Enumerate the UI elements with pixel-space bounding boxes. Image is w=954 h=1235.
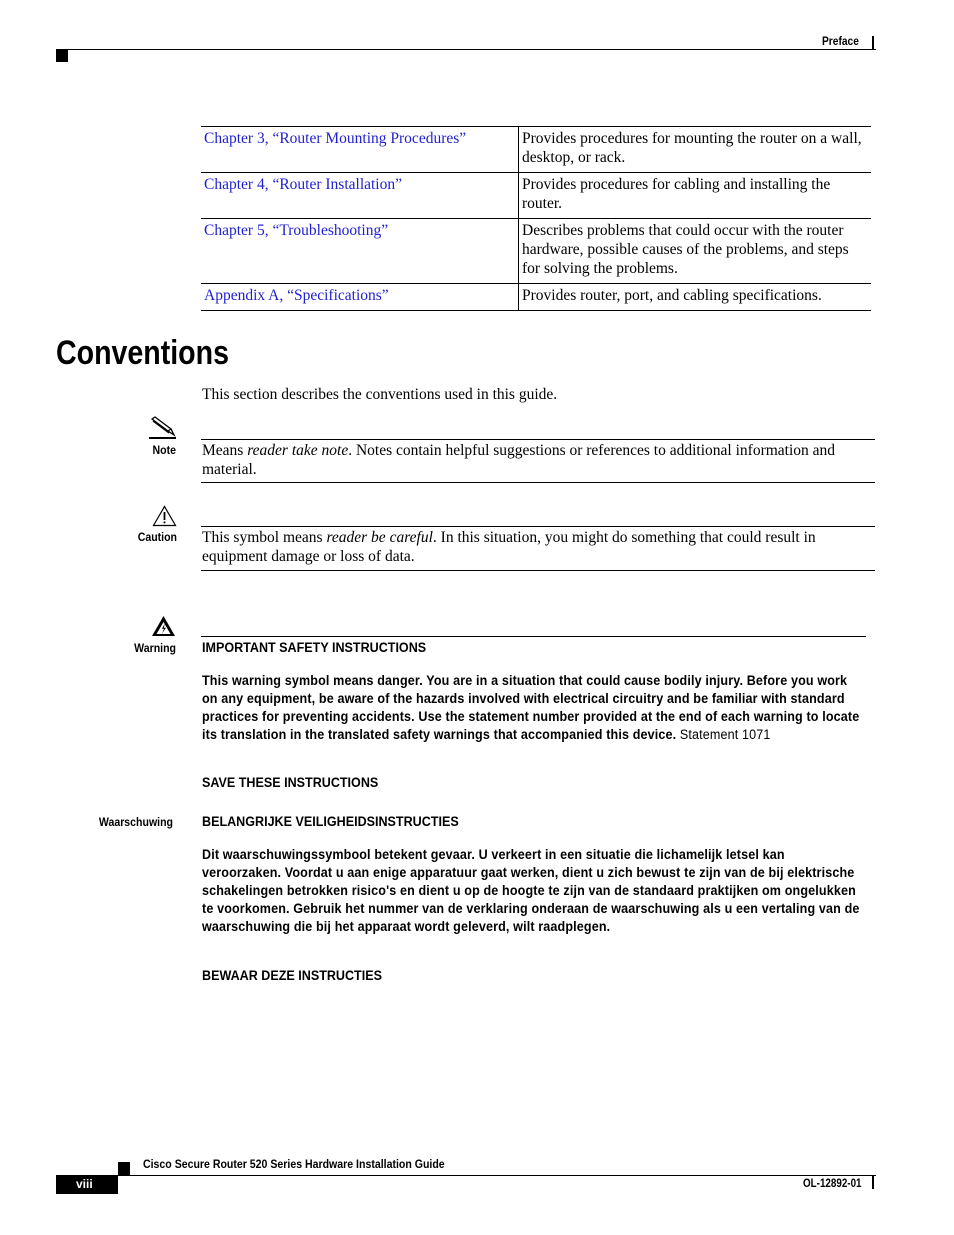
pencil-note-icon [149, 416, 177, 440]
note-bottom-rule [201, 482, 875, 483]
chapter-table [201, 126, 871, 311]
warning-body: This warning symbol means danger. You are in a situation that could cause bodily injury. Before you work on any equipment, be aware of the hazards involved with electrical circuitry and be familiar with standard practices for preventing accidents. Use the statement number provided at the end of each warning to locate its translation in the translated safety warnings that accompanied this device. Statement 1071 [202, 673, 860, 742]
chapter-link[interactable]: Chapter 5, “Troubleshooting” [204, 222, 389, 239]
chapter-description: Describes problems that could occur with the router hardware, possible causes of the problems, and steps for solving the problems. [519, 219, 872, 284]
footer-guide-title: Cisco Secure Router 520 Series Hardware Installation Guide [143, 1157, 445, 1171]
chapter-description: Provides router, port, and cabling specifications. [519, 284, 872, 311]
chapter-description: Provides procedures for mounting the router on a wall, desktop, or rack. [519, 127, 872, 173]
running-header-label: Preface [822, 34, 859, 48]
note-label: Note [152, 443, 176, 457]
table-row [201, 219, 871, 284]
caution-label: Caution [137, 530, 177, 544]
table-row [201, 284, 871, 311]
header-rule [56, 49, 876, 50]
warning-heading: IMPORTANT SAFETY INSTRUCTIONS [202, 640, 427, 655]
chapter-link[interactable]: Chapter 4, “Router Installation” [204, 176, 402, 193]
warning-top-rule [201, 636, 866, 637]
page-number-badge [56, 1175, 118, 1194]
chapter-description: Provides procedures for cabling and installing the router. [519, 173, 872, 219]
chapter-link[interactable]: Chapter 3, “Router Mounting Procedures” [204, 130, 467, 147]
note-text: Means reader take note. Notes contain helpful suggestions or references to additional information and material. [202, 442, 836, 478]
warning-label: Warning [134, 641, 176, 655]
warning-nl-heading: BELANGRIJKE VEILIGHEIDSINSTRUCTIES [202, 814, 459, 829]
warning-triangle-icon [151, 615, 176, 637]
table-row [201, 127, 871, 173]
caution-top-rule [201, 526, 875, 527]
section-intro: This section describes the conventions used in this guide. [202, 386, 558, 403]
section-title: Conventions [56, 334, 229, 372]
statement-number: Statement 1071 [679, 727, 771, 742]
footer-marker [118, 1162, 130, 1175]
appendix-link[interactable]: Appendix A, “Specifications” [204, 287, 389, 304]
caution-bottom-rule [201, 570, 875, 571]
document-number: OL-12892-01 [803, 1176, 862, 1190]
footer-rule [118, 1175, 876, 1176]
note-top-rule [201, 439, 875, 440]
caution-text: This symbol means reader be careful. In this situation, you might do something that could result in equipment damage or loss of data. [202, 529, 816, 565]
header-marker [56, 50, 68, 62]
warning-nl-save-instructions: BEWAAR DEZE INSTRUCTIES [202, 968, 382, 983]
caution-triangle-icon [152, 505, 177, 527]
table-row [201, 173, 871, 219]
warning-nl-label: Waarschuwing [98, 815, 173, 829]
header-tick [872, 36, 874, 50]
warning-nl-body: Dit waarschuwingssymbool betekent gevaar. U verkeert in een situatie die lichamelijk letsel kan veroorzaken. Voordat u aan enige apparatuur gaat werken, dient u zich bewust te zijn van de bij elektrische schakelingen betrokken risico's en dient u op de hoogte te zijn van de standaard praktijken om ongelukken te voorkomen. Gebruik het nummer van de verklaring onderaan de waarschuwing als u een vertaling van de waarschuwing die bij het apparaat wordt geleverd, wilt raadplegen. [202, 847, 860, 934]
page-number: viii [76, 1177, 93, 1191]
warning-save-instructions: SAVE THESE INSTRUCTIONS [202, 775, 379, 790]
footer-tick [872, 1175, 874, 1189]
